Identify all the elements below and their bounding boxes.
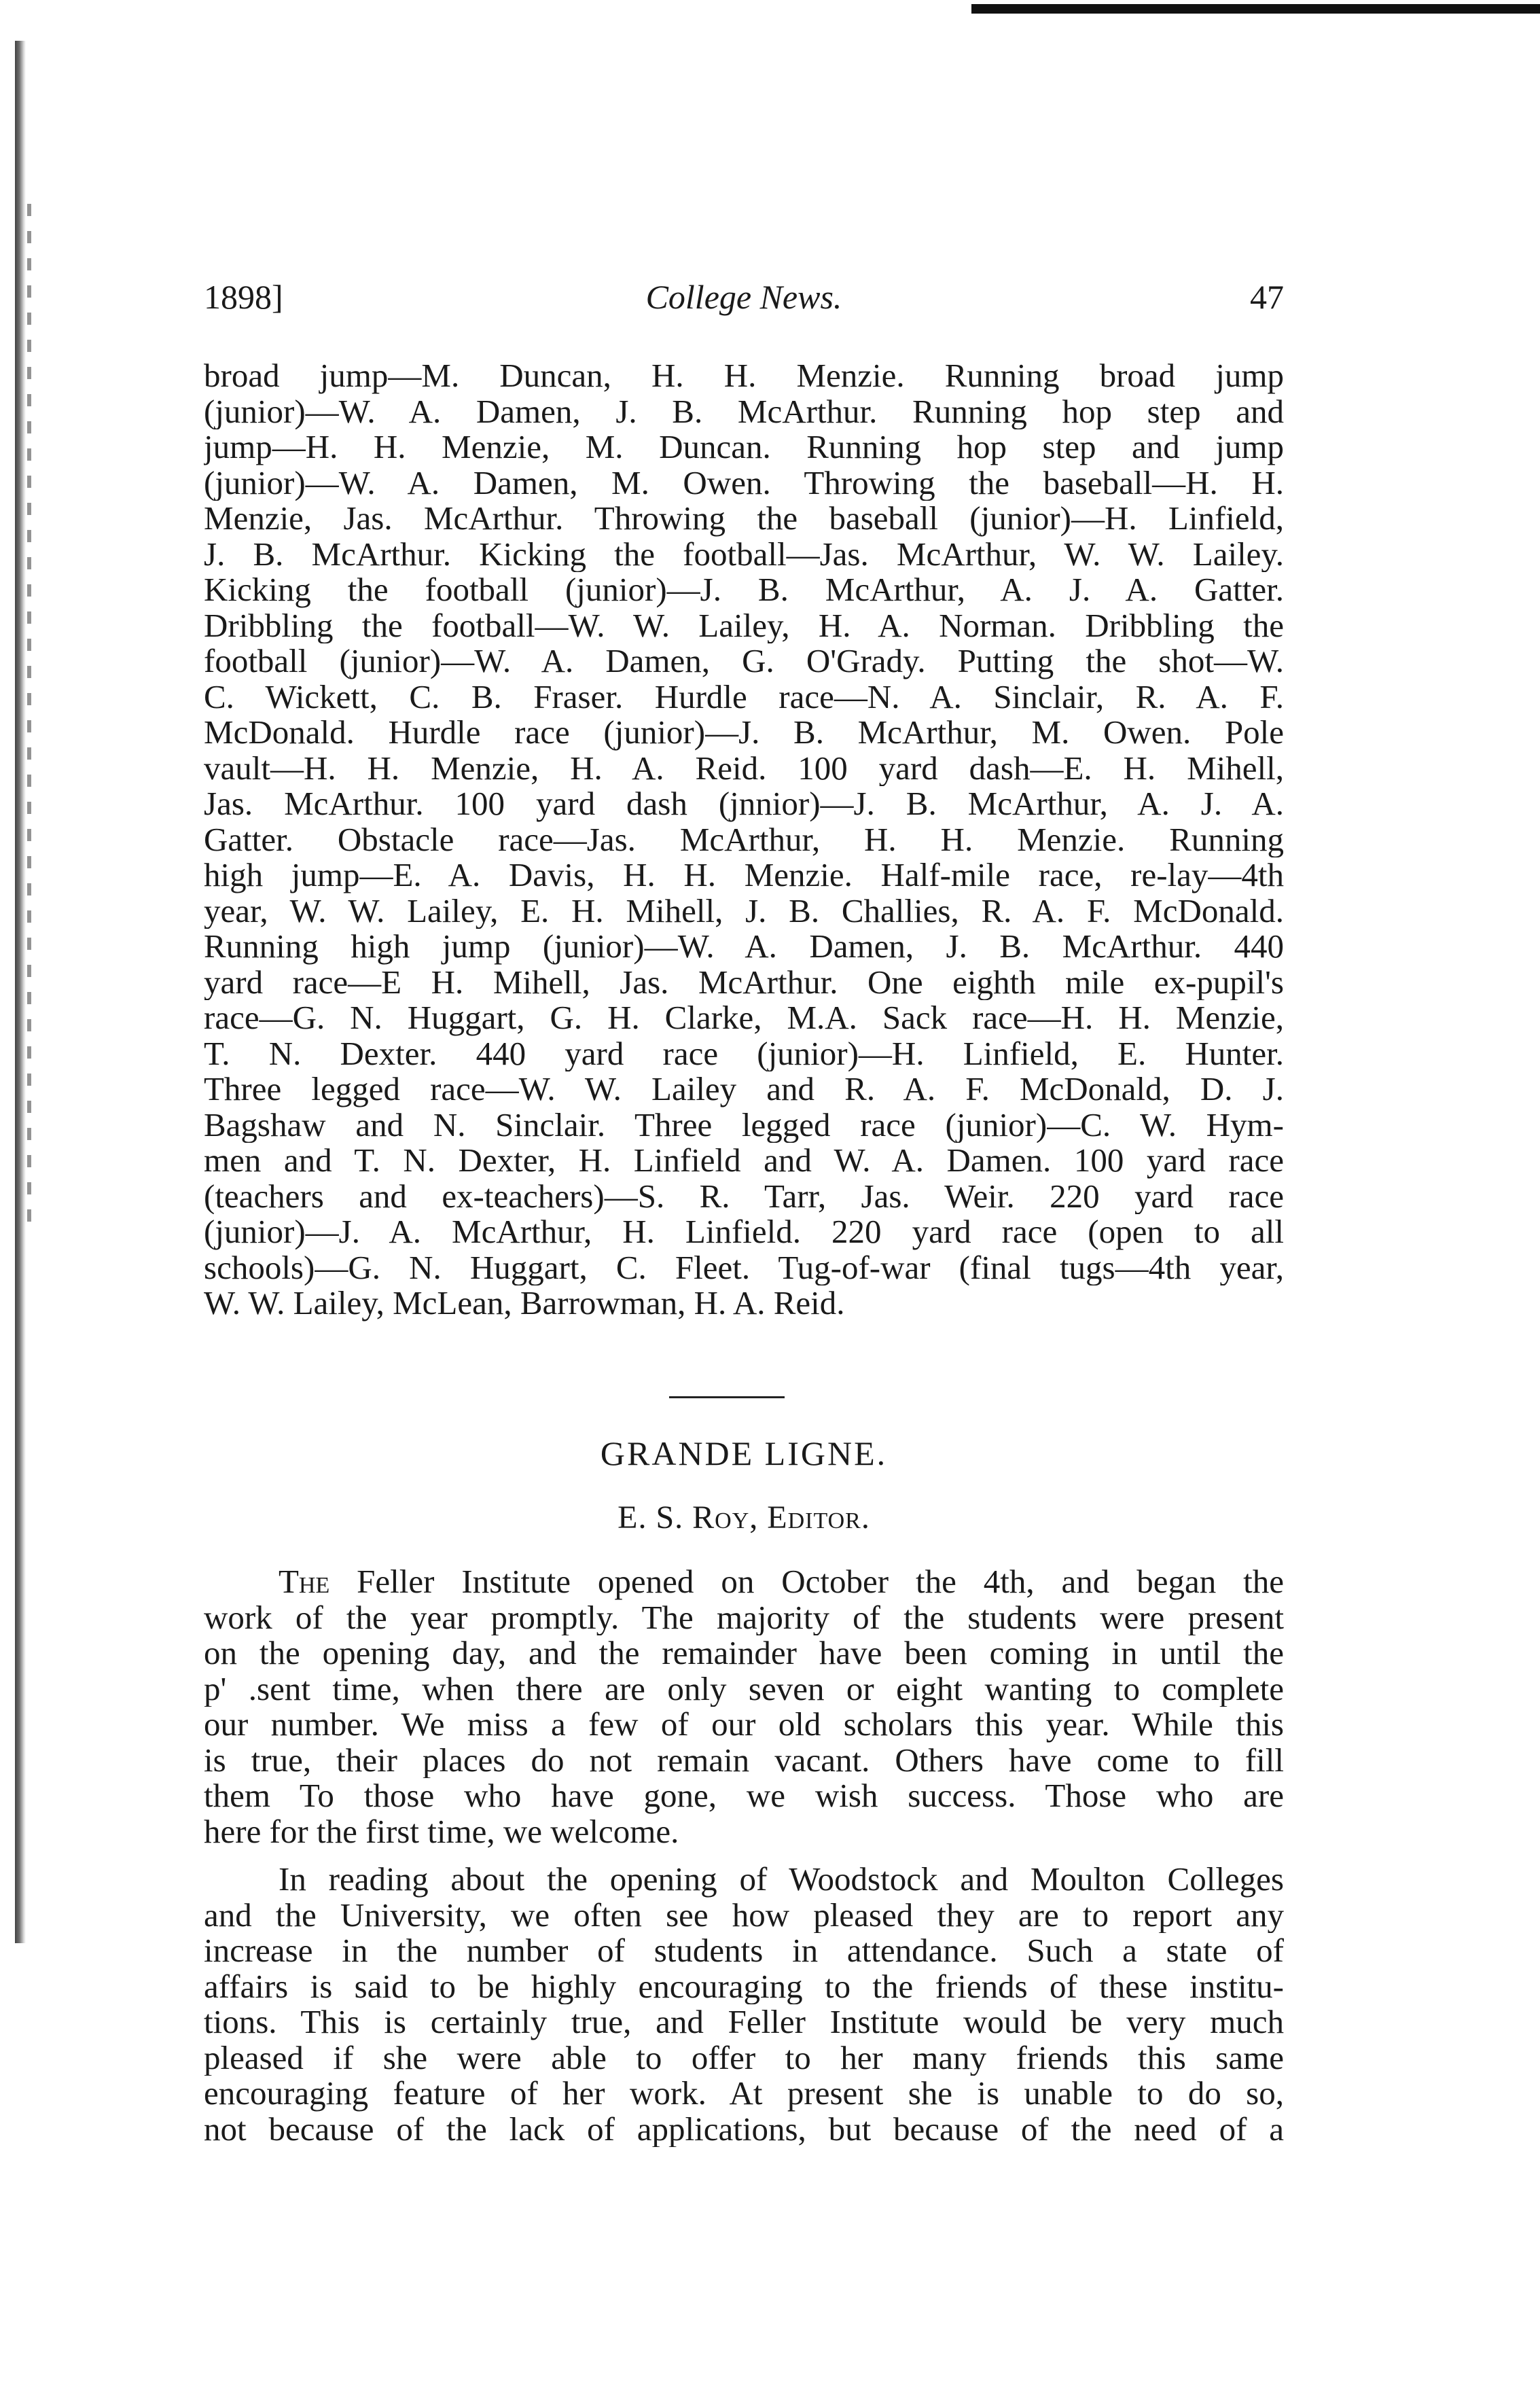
text-line: W. W. Lailey, McLean, Barrowman, H. A. Reid. — [204, 1285, 845, 1321]
text-line: J. B. McArthur. Kicking the football—Jas. McArthur, W. W. Lailey. — [204, 536, 1284, 572]
section-title: GRANDE LIGNE. — [600, 1434, 888, 1472]
text-line: Kicking the football (junior)—J. B. McArthur, A. J. A. Gatter. — [204, 572, 1284, 608]
feller-opening-paragraph — [204, 1564, 1284, 1849]
text-line: p' .sent time, when there are only seven or eight wanting to complete — [204, 1671, 1284, 1707]
text-line: (junior)—W. A. Damen, M. Owen. Throwing the baseball—H. H. — [204, 465, 1284, 501]
section-editor: E. S. Roy, Editor. — [617, 1500, 870, 1536]
text-line: increase in the number of students in attendance. Such a state of — [204, 1933, 1284, 1969]
text-line — [204, 1564, 1284, 1600]
lead-word: The — [279, 1564, 330, 1600]
text-line: vault—H. H. Menzie, H. A. Reid. 100 yard dash—E. H. Mihell, — [204, 750, 1284, 786]
text-line: encouraging feature of her work. At present she is unable to do so, — [204, 2076, 1284, 2112]
text-line: Gatter. Obstacle race—Jas. McArthur, H. H. Menzie. Running — [204, 821, 1284, 857]
text-line: C. Wickett, C. B. Fraser. Hurdle race—N. A. Sinclair, R. A. F. — [204, 679, 1284, 715]
text-line: race—G. N. Huggart, G. H. Clarke, M.A. Sack race—H. H. Menzie, — [204, 1000, 1284, 1036]
text-line: (teachers and ex-teachers)—S. R. Tarr, Jas. Weir. 220 yard race — [204, 1178, 1284, 1214]
text-line: T. N. Dexter. 440 yard race (junior)—H. Linfield, E. Hunter. — [204, 1035, 1284, 1071]
enrolment-paragraph — [204, 1862, 1284, 2147]
running-title: College News. — [645, 278, 842, 316]
text-line: Dribbling the football—W. W. Lailey, H. A. Norman. Dribbling the — [204, 607, 1284, 643]
scan-artifact-left-edge — [15, 41, 26, 1943]
text-line: high jump—E. A. Davis, H. H. Menzie. Half-mile race, re-lay—4th — [204, 857, 1284, 893]
page-number: 47 — [1250, 278, 1284, 316]
text-line: yard race—E H. Mihell, Jas. McArthur. One eighth mile ex-pupil's — [204, 964, 1284, 1000]
text-line: McDonald. Hurdle race (junior)—J. B. McArthur, M. Owen. Pole — [204, 715, 1284, 751]
text-line: affairs is said to be highly encouraging to the friends of these institu- — [204, 1968, 1284, 2004]
page-header — [204, 277, 1284, 325]
text-line: (junior)—W. A. Damen, J. B. McArthur. Running hop step and — [204, 393, 1284, 429]
text-line: pleased if she were able to offer to her many friends this same — [204, 2040, 1284, 2076]
text-line: Running high jump (junior)—W. A. Damen, J. B. McArthur. 440 — [204, 929, 1284, 965]
text-line: Jas. McArthur. 100 yard dash (jnnior)—J. B. McArthur, A. J. A. — [204, 786, 1284, 822]
text-line: Menzie, Jas. McArthur. Throwing the baseball (junior)—H. Linfield, — [204, 501, 1284, 537]
header-year: 1898] — [204, 278, 283, 316]
text-line: year, W. W. Lailey, E. H. Mihell, J. B. Challies, R. A. F. McDonald. — [204, 893, 1284, 929]
scan-artifact-left-marks — [27, 204, 31, 1223]
text-line: our number. We miss a few of our old scholars this year. While this — [204, 1707, 1284, 1743]
text-line: on the opening day, and the remainder have been coming in until the — [204, 1635, 1284, 1671]
text-line: not because of the lack of applications, but because of the need of a — [204, 2111, 1284, 2147]
text-line-rest: Feller Institute opened on October the 4th, and began the — [329, 1564, 1284, 1600]
sports-results-paragraph — [204, 358, 1284, 1321]
text-line: Bagshaw and N. Sinclair. Three legged race (junior)—C. W. Hym- — [204, 1107, 1284, 1143]
text-line: work of the year promptly. The majority of the students were present — [204, 1599, 1284, 1635]
text-line: Three legged race—W. W. Lailey and R. A. F. McDonald, D. J. — [204, 1071, 1284, 1107]
text-line: In reading about the opening of Woodstock and Moulton Colleges — [279, 1862, 1284, 1898]
text-line: jump—H. H. Menzie, M. Duncan. Running hop step and jump — [204, 429, 1284, 465]
section-divider — [669, 1396, 785, 1398]
text-line: is true, their places do not remain vacant. Others have come to fill — [204, 1742, 1284, 1778]
text-line: football (junior)—W. A. Damen, G. O'Grady. Putting the shot—W. — [204, 643, 1284, 679]
text-line: here for the first time, we welcome. — [204, 1813, 679, 1849]
text-line: tions. This is certainly true, and Feller Institute would be very much — [204, 2004, 1284, 2040]
scan-artifact-top-bar — [971, 4, 1540, 14]
text-line: men and T. N. Dexter, H. Linfield and W. A. Damen. 100 yard race — [204, 1143, 1284, 1179]
text-line: (junior)—J. A. McArthur, H. Linfield. 220 yard race (open to all — [204, 1214, 1284, 1250]
text-line: them To those who have gone, we wish success. Those who are — [204, 1778, 1284, 1814]
text-line: broad jump—M. Duncan, H. H. Menzie. Running broad jump — [204, 358, 1284, 394]
text-line: schools)—G. N. Huggart, C. Fleet. Tug-of-war (final tugs—4th year, — [204, 1249, 1284, 1285]
text-line: and the University, we often see how pleased they are to report any — [204, 1897, 1284, 1933]
